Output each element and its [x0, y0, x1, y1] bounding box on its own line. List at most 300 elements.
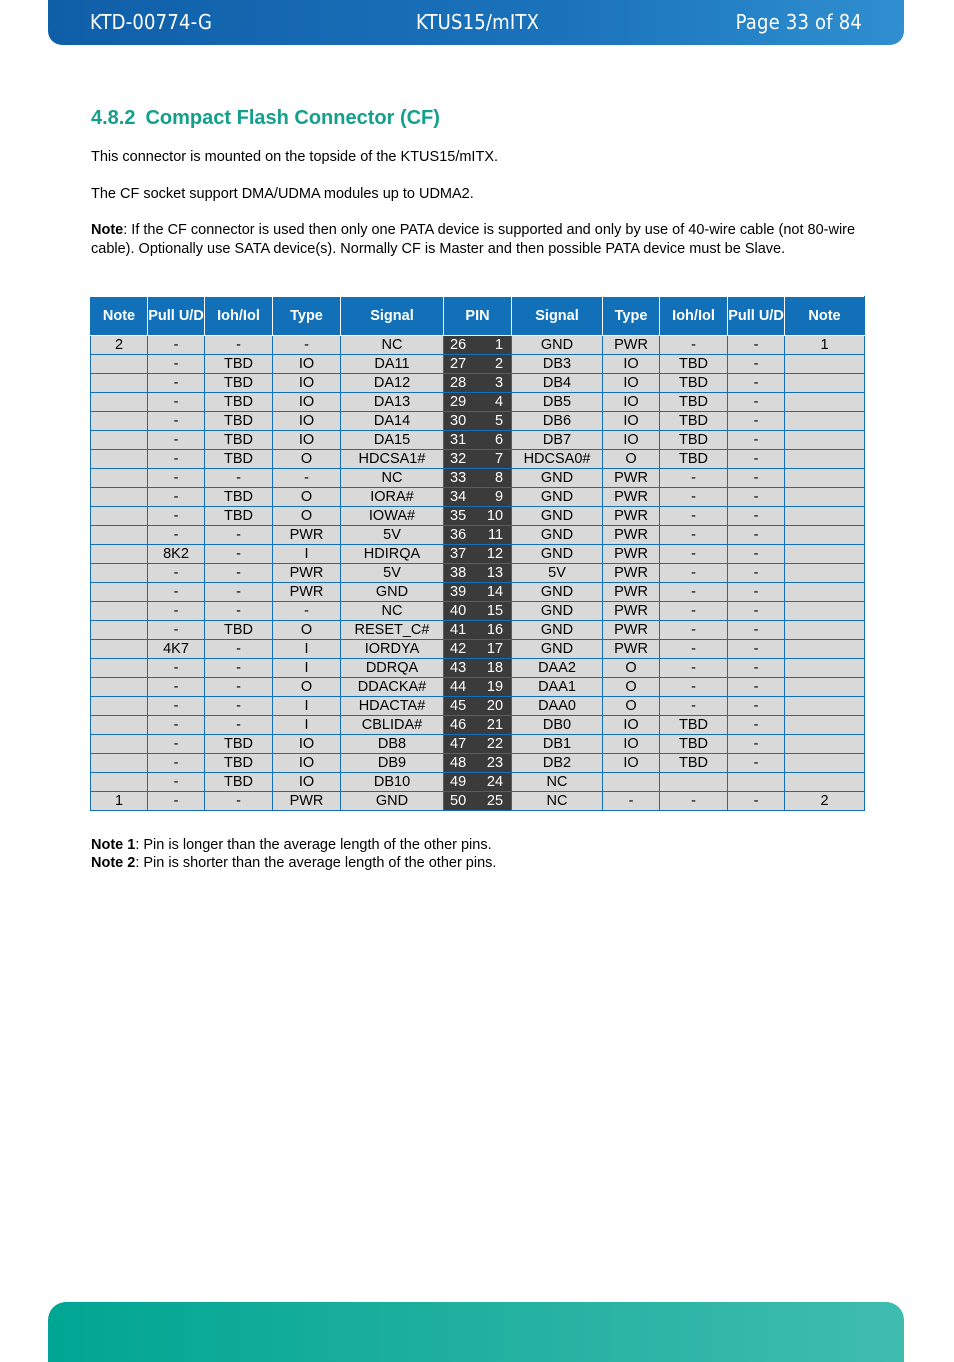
cell-pin-b: 25: [478, 792, 512, 811]
cell-pin-b: 24: [478, 773, 512, 792]
cell-signal: DB9: [341, 754, 444, 773]
table-row: [91, 640, 865, 659]
cell-note: [91, 564, 148, 583]
cell-signal: DB1: [512, 735, 603, 754]
cell-note: [91, 374, 148, 393]
footnote-2-label: Note 2: [91, 855, 136, 871]
column-header: Ioh/Iol: [660, 297, 728, 336]
cell-pin-b: 8: [478, 469, 512, 488]
cell-ioh: TBD: [205, 431, 273, 450]
cell-pull: -: [148, 602, 205, 621]
cell-note: [785, 431, 865, 450]
cell-ioh: TBD: [205, 450, 273, 469]
cell-pull: -: [148, 431, 205, 450]
cell-ioh: -: [205, 469, 273, 488]
cell-pin-b: 7: [478, 450, 512, 469]
cell-type: IO: [273, 754, 341, 773]
cell-pull: [728, 773, 785, 792]
cell-type: PWR: [603, 507, 660, 526]
table-row: [91, 374, 865, 393]
cell-pin-a: 50: [444, 792, 478, 811]
cell-ioh: -: [205, 545, 273, 564]
cell-note: [785, 735, 865, 754]
cell-signal: DB4: [512, 374, 603, 393]
cell-note: [785, 564, 865, 583]
cell-note: [785, 507, 865, 526]
page-header: [48, 0, 904, 45]
cell-type: -: [273, 469, 341, 488]
cell-pull: -: [728, 355, 785, 374]
cell-pin-a: 28: [444, 374, 478, 393]
cell-note: [91, 678, 148, 697]
cell-signal: DB10: [341, 773, 444, 792]
table-row: [91, 602, 865, 621]
cell-signal: DAA0: [512, 697, 603, 716]
cell-pull: -: [728, 716, 785, 735]
cell-note: [785, 526, 865, 545]
cell-ioh: TBD: [660, 716, 728, 735]
cell-pin-a: 49: [444, 773, 478, 792]
cell-type: IO: [603, 412, 660, 431]
table-row: [91, 735, 865, 754]
cell-ioh: TBD: [660, 735, 728, 754]
cell-signal: GND: [512, 602, 603, 621]
cell-pin-b: 17: [478, 640, 512, 659]
cell-ioh: -: [205, 583, 273, 602]
cell-pin-a: 37: [444, 545, 478, 564]
cell-ioh: TBD: [205, 412, 273, 431]
table-row: [91, 659, 865, 678]
cell-type: I: [273, 640, 341, 659]
cell-pull: -: [728, 374, 785, 393]
cell-pin-b: 9: [478, 488, 512, 507]
cell-type: IO: [603, 716, 660, 735]
cell-type: I: [273, 697, 341, 716]
cell-pin-a: 35: [444, 507, 478, 526]
cell-note: [785, 659, 865, 678]
footnote-2-text: : Pin is shorter than the average length of the other pins.: [135, 855, 497, 871]
cell-signal: DAA1: [512, 678, 603, 697]
cell-note: [91, 583, 148, 602]
cell-type: IO: [273, 393, 341, 412]
table-row: [91, 773, 865, 792]
footnote-1-text: : Pin is longer than the average length of the other pins.: [135, 837, 492, 853]
cell-pull: -: [148, 583, 205, 602]
cell-signal: NC: [341, 469, 444, 488]
table-row: [91, 469, 865, 488]
cell-pull: -: [148, 716, 205, 735]
column-header: Pull U/D: [148, 297, 205, 336]
cell-type: IO: [603, 393, 660, 412]
cell-type: O: [273, 450, 341, 469]
cell-pull: -: [148, 507, 205, 526]
cell-type: PWR: [273, 526, 341, 545]
cell-type: O: [273, 488, 341, 507]
cell-type: PWR: [603, 469, 660, 488]
column-header: Note: [785, 297, 865, 336]
cell-pin-a: 30: [444, 412, 478, 431]
cell-pull: -: [148, 564, 205, 583]
cell-signal: DA11: [341, 355, 444, 374]
cell-type: -: [603, 792, 660, 811]
cell-pull: -: [728, 526, 785, 545]
cell-signal: RESET_C#: [341, 621, 444, 640]
cell-ioh: TBD: [660, 355, 728, 374]
cell-ioh: -: [660, 583, 728, 602]
section-heading: [91, 107, 440, 130]
table-row: [91, 355, 865, 374]
cell-note: [91, 507, 148, 526]
cell-type: O: [273, 507, 341, 526]
cell-signal: IOWA#: [341, 507, 444, 526]
cell-ioh: -: [660, 678, 728, 697]
cell-pull: -: [148, 488, 205, 507]
cell-pull: -: [148, 450, 205, 469]
cell-pin-a: 32: [444, 450, 478, 469]
cell-ioh: TBD: [205, 374, 273, 393]
table-row: [91, 507, 865, 526]
cell-ioh: TBD: [205, 488, 273, 507]
cell-ioh: -: [660, 640, 728, 659]
cell-type: IO: [273, 374, 341, 393]
cell-type: [603, 773, 660, 792]
cell-pull: -: [148, 754, 205, 773]
cell-pull: -: [148, 336, 205, 355]
cell-note: [91, 355, 148, 374]
cell-signal: DAA2: [512, 659, 603, 678]
cell-signal: HDCSA1#: [341, 450, 444, 469]
cell-pull: -: [728, 393, 785, 412]
cell-type: PWR: [603, 488, 660, 507]
cell-type: -: [273, 336, 341, 355]
cell-pull: -: [148, 621, 205, 640]
cell-note: [785, 412, 865, 431]
cell-pin-b: 20: [478, 697, 512, 716]
cell-ioh: TBD: [205, 621, 273, 640]
section-title: Compact Flash Connector (CF): [145, 107, 440, 129]
cell-pull: -: [148, 697, 205, 716]
column-header: Type: [603, 297, 660, 336]
cell-pull: -: [728, 336, 785, 355]
cell-pull: -: [728, 583, 785, 602]
cell-signal: DDACKA#: [341, 678, 444, 697]
cell-type: PWR: [603, 602, 660, 621]
cell-pin-a: 26: [444, 336, 478, 355]
footnote-1: [91, 836, 496, 854]
cell-ioh: -: [205, 792, 273, 811]
cell-ioh: -: [660, 621, 728, 640]
cell-signal: DB8: [341, 735, 444, 754]
cell-ioh: TBD: [660, 450, 728, 469]
cell-note: [91, 640, 148, 659]
cell-type: IO: [273, 412, 341, 431]
cell-signal: GND: [512, 507, 603, 526]
footnotes: [91, 836, 496, 872]
cell-note: [91, 450, 148, 469]
cell-ioh: -: [660, 469, 728, 488]
cell-note: [91, 526, 148, 545]
cell-note: [785, 697, 865, 716]
cell-pull: -: [148, 678, 205, 697]
cell-pull: -: [728, 697, 785, 716]
cell-note: 2: [785, 792, 865, 811]
cell-type: PWR: [273, 792, 341, 811]
cell-ioh: TBD: [205, 355, 273, 374]
cell-note: [91, 545, 148, 564]
cell-pin-b: 5: [478, 412, 512, 431]
paragraph-mount: This connector is mounted on the topside of the KTUS15/mITX.: [91, 149, 499, 165]
footnote-2: [91, 854, 496, 872]
cell-pin-b: 13: [478, 564, 512, 583]
cell-type: IO: [603, 374, 660, 393]
cell-ioh: -: [660, 507, 728, 526]
cell-pin-b: 19: [478, 678, 512, 697]
cell-note: [785, 716, 865, 735]
cell-pin-a: 46: [444, 716, 478, 735]
paragraph-dma: The CF socket support DMA/UDMA modules up to UDMA2.: [91, 186, 474, 202]
cell-signal: CBLIDA#: [341, 716, 444, 735]
cell-ioh: -: [205, 336, 273, 355]
cell-pull: -: [728, 754, 785, 773]
table-row: [91, 393, 865, 412]
table-row: [91, 754, 865, 773]
table-row: [91, 431, 865, 450]
cell-signal: NC: [341, 602, 444, 621]
cell-signal: DB6: [512, 412, 603, 431]
cell-note: [785, 545, 865, 564]
cell-ioh: TBD: [660, 393, 728, 412]
cell-pull: -: [728, 735, 785, 754]
cell-pull: -: [728, 507, 785, 526]
cell-ioh: TBD: [660, 412, 728, 431]
cell-pin-a: 29: [444, 393, 478, 412]
cell-pin-b: 21: [478, 716, 512, 735]
cell-type: IO: [273, 735, 341, 754]
cell-pin-a: 48: [444, 754, 478, 773]
cell-note: [785, 773, 865, 792]
cell-pin-b: 3: [478, 374, 512, 393]
cell-signal: GND: [512, 488, 603, 507]
cell-pin-a: 43: [444, 659, 478, 678]
cell-note: [91, 431, 148, 450]
cell-type: PWR: [603, 621, 660, 640]
cell-type: O: [603, 450, 660, 469]
cell-note: [91, 754, 148, 773]
cell-type: PWR: [603, 526, 660, 545]
cell-pull: -: [148, 469, 205, 488]
table-row: [91, 792, 865, 811]
cell-signal: NC: [341, 336, 444, 355]
cell-pin-b: 15: [478, 602, 512, 621]
cell-note: [91, 393, 148, 412]
table-header-row: [91, 297, 865, 336]
cell-signal: 5V: [341, 526, 444, 545]
cell-ioh: TBD: [205, 754, 273, 773]
cell-note: [91, 735, 148, 754]
cell-note: [91, 773, 148, 792]
cell-ioh: -: [660, 659, 728, 678]
cell-note: [785, 374, 865, 393]
table-body: [91, 336, 865, 811]
cell-signal: GND: [341, 792, 444, 811]
table-row: [91, 412, 865, 431]
cell-ioh: TBD: [660, 431, 728, 450]
cell-note: [785, 583, 865, 602]
cell-note: [91, 469, 148, 488]
column-header: Note: [91, 297, 148, 336]
cell-signal: DA15: [341, 431, 444, 450]
cell-signal: DB3: [512, 355, 603, 374]
section-number: 4.8.2: [91, 107, 136, 129]
cell-pin-b: 2: [478, 355, 512, 374]
cell-signal: NC: [512, 792, 603, 811]
cell-type: PWR: [603, 583, 660, 602]
cell-ioh: -: [660, 526, 728, 545]
cell-type: PWR: [603, 640, 660, 659]
cell-pin-a: 42: [444, 640, 478, 659]
footnote-1-label: Note 1: [91, 837, 136, 853]
cell-ioh: TBD: [205, 393, 273, 412]
table-row: [91, 678, 865, 697]
cell-pin-b: 1: [478, 336, 512, 355]
cell-type: O: [603, 678, 660, 697]
doc-id: KTD-00774-G: [90, 10, 213, 34]
table-row: [91, 336, 865, 355]
cell-signal: DA14: [341, 412, 444, 431]
cell-signal: GND: [512, 640, 603, 659]
cell-ioh: -: [660, 602, 728, 621]
cell-signal: HDIRQA: [341, 545, 444, 564]
table-row: [91, 450, 865, 469]
cell-pull: -: [728, 431, 785, 450]
cell-pin-a: 47: [444, 735, 478, 754]
cell-pin-b: 16: [478, 621, 512, 640]
cell-pull: -: [148, 792, 205, 811]
column-header: Signal: [341, 297, 444, 336]
cell-ioh: -: [660, 545, 728, 564]
cell-pull: 8K2: [148, 545, 205, 564]
cell-pull: -: [728, 564, 785, 583]
cell-ioh: TBD: [660, 754, 728, 773]
table-row: [91, 545, 865, 564]
cell-type: PWR: [603, 545, 660, 564]
cell-ioh: -: [205, 602, 273, 621]
cell-type: IO: [603, 355, 660, 374]
cell-note: 1: [91, 792, 148, 811]
cell-note: [785, 678, 865, 697]
cell-pull: -: [728, 659, 785, 678]
cell-pull: -: [148, 412, 205, 431]
page-number: Page 33 of 84: [735, 10, 862, 34]
cell-ioh: -: [205, 678, 273, 697]
cell-type: I: [273, 716, 341, 735]
note-text: : If the CF connector is used then only one PATA device is supported and only by use of 40-wire cable (not 80-wire cable). Optionally use SATA device(s). Normally CF is Master and then possible PATA device must be Slave.: [91, 222, 856, 257]
cell-note: [785, 450, 865, 469]
cell-ioh: TBD: [205, 507, 273, 526]
cell-note: [785, 754, 865, 773]
cell-signal: DB5: [512, 393, 603, 412]
cell-signal: HDCSA0#: [512, 450, 603, 469]
cell-pull: -: [148, 526, 205, 545]
cell-ioh: [660, 773, 728, 792]
cell-note: [91, 697, 148, 716]
cell-pin-b: 23: [478, 754, 512, 773]
cell-ioh: -: [205, 526, 273, 545]
cell-type: IO: [603, 754, 660, 773]
cell-type: IO: [273, 773, 341, 792]
cell-note: [785, 393, 865, 412]
cell-ioh: -: [660, 697, 728, 716]
cell-ioh: TBD: [205, 773, 273, 792]
table-row: [91, 488, 865, 507]
cell-pin-a: 38: [444, 564, 478, 583]
cell-ioh: TBD: [205, 735, 273, 754]
cell-ioh: -: [660, 792, 728, 811]
cell-signal: HDACTA#: [341, 697, 444, 716]
page-footer: [48, 1302, 904, 1362]
column-header: Signal: [512, 297, 603, 336]
cell-note: [785, 640, 865, 659]
cell-pin-a: 45: [444, 697, 478, 716]
cell-signal: DB0: [512, 716, 603, 735]
cell-type: O: [603, 659, 660, 678]
cell-pin-a: 44: [444, 678, 478, 697]
table-row: [91, 621, 865, 640]
cell-pull: -: [728, 621, 785, 640]
cell-note: [91, 412, 148, 431]
paragraph-note: [91, 221, 861, 259]
cell-type: I: [273, 545, 341, 564]
table-row: [91, 564, 865, 583]
cell-pull: -: [728, 469, 785, 488]
column-header: PIN: [444, 297, 512, 336]
table-row: [91, 716, 865, 735]
cell-pin-a: 31: [444, 431, 478, 450]
cell-signal: DB2: [512, 754, 603, 773]
table-row: [91, 583, 865, 602]
cell-pin-a: 34: [444, 488, 478, 507]
cell-pin-b: 18: [478, 659, 512, 678]
cell-pull: -: [148, 393, 205, 412]
cell-pin-a: 27: [444, 355, 478, 374]
cell-pin-a: 33: [444, 469, 478, 488]
column-header: Ioh/Iol: [205, 297, 273, 336]
cell-ioh: -: [205, 564, 273, 583]
cell-pin-b: 14: [478, 583, 512, 602]
cell-signal: GND: [341, 583, 444, 602]
cell-ioh: -: [205, 697, 273, 716]
cell-pin-b: 4: [478, 393, 512, 412]
cell-note: [785, 355, 865, 374]
cell-note: [785, 602, 865, 621]
cell-pull: -: [148, 659, 205, 678]
cell-pin-b: 6: [478, 431, 512, 450]
cell-signal: DA12: [341, 374, 444, 393]
cell-pull: -: [728, 412, 785, 431]
cell-ioh: -: [205, 659, 273, 678]
cell-ioh: -: [660, 336, 728, 355]
cell-pull: -: [728, 545, 785, 564]
cell-pull: 4K7: [148, 640, 205, 659]
cell-ioh: -: [660, 564, 728, 583]
pinout-table: [90, 296, 865, 811]
cell-signal: GND: [512, 621, 603, 640]
cell-signal: DB7: [512, 431, 603, 450]
cell-pull: -: [148, 735, 205, 754]
cell-note: [91, 602, 148, 621]
cell-type: IO: [603, 735, 660, 754]
cell-type: IO: [273, 355, 341, 374]
